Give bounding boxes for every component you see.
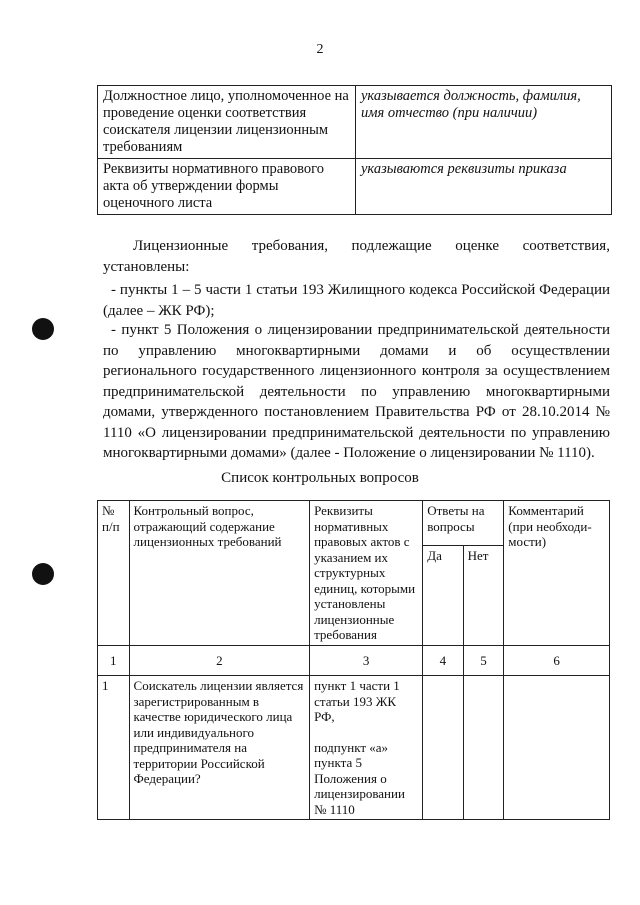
row-comment[interactable]	[504, 676, 610, 820]
row-question: Соискатель лицензии является зарегистрированным в качестве юридического лица или индивидуального предпринимателя на территории Российской Федерации?	[129, 676, 310, 820]
header-yes: Да	[423, 546, 463, 646]
requirements-intro-line	[103, 236, 610, 257]
column-number: 5	[463, 646, 504, 676]
checklist-header-row	[98, 501, 610, 546]
column-number: 6	[504, 646, 610, 676]
spacer	[314, 725, 418, 740]
info-value-act: указываются реквизиты приказа	[356, 159, 612, 215]
checklist-title: Список контрольных вопросов	[221, 470, 419, 486]
info-label-official: Должностное лицо, уполномоченное на проведение оценки соответствия соискателя лицензии лицензионным требованиям	[98, 86, 356, 159]
intro-rest: установлены:	[103, 258, 190, 275]
header-no: Нет	[463, 546, 504, 646]
row-requisites-line-1: пункт 1 части 1 статьи 193 ЖК РФ,	[314, 678, 400, 724]
requirements-intro	[103, 236, 610, 277]
column-number-row	[98, 646, 610, 676]
row-num: 1	[98, 676, 130, 820]
header-question: Контрольный вопрос, отражающий содержание лицензионных требований	[129, 501, 310, 646]
column-number: 1	[98, 646, 130, 676]
info-table	[97, 85, 612, 215]
column-number: 3	[310, 646, 423, 676]
punch-hole-bottom	[32, 563, 54, 585]
info-row-act	[98, 159, 612, 215]
intro-word: требования,	[251, 238, 328, 254]
intro-word: Лицензионные	[133, 238, 229, 254]
intro-word: оценке	[455, 238, 500, 254]
info-value-official: указывается должность, фамилия, имя отчество (при наличии)	[356, 86, 612, 159]
requirement-item-1: - пункты 1 – 5 части 1 статьи 193 Жилищного кодекса Российской Федерации (далее – ЖК РФ);	[103, 282, 610, 319]
row-answer-no[interactable]	[463, 676, 504, 820]
header-requisites: Реквизиты нормативных правовых актов с указанием их структурных единиц, которыми установлены лицензионные требования	[310, 501, 423, 646]
intro-word: соответствия,	[522, 238, 610, 254]
column-number: 2	[129, 646, 310, 676]
row-requisites	[310, 676, 423, 820]
header-comment: Комментарий (при необходи-мости)	[504, 501, 610, 646]
intro-word: подлежащие	[351, 238, 432, 254]
punch-hole-top	[32, 318, 54, 340]
row-requisites-line-2: подпункт «а» пункта 5 Положения о лицензировании № 1110	[314, 739, 405, 817]
page-number: 2	[316, 42, 324, 57]
row-answer-yes[interactable]	[423, 676, 463, 820]
requirement-item-2: - пункт 5 Положения о лицензировании предпринимательской деятельности по управлению многоквартирными домами и об осуществлении регионального государственного лицензионного контроля за осуществлением предпринимательской деятельности по управлению многоквартирными домами, утвержденного постановлением Правительства РФ от 28.10.2014 № 1110 «О лицензировании предпринимательской деятельности по управлению многоквартирными домами» (далее - Положение о лицензировании № 1110).	[103, 322, 610, 461]
checklist-table	[97, 500, 610, 820]
header-answers: Ответы на вопросы	[423, 501, 504, 546]
info-label-act: Реквизиты нормативного правового акта об утверждении формы оценочного листа	[98, 159, 356, 215]
info-row-official	[98, 86, 612, 159]
column-number: 4	[423, 646, 463, 676]
checklist-row	[98, 676, 610, 820]
header-num: № п/п	[98, 501, 130, 646]
